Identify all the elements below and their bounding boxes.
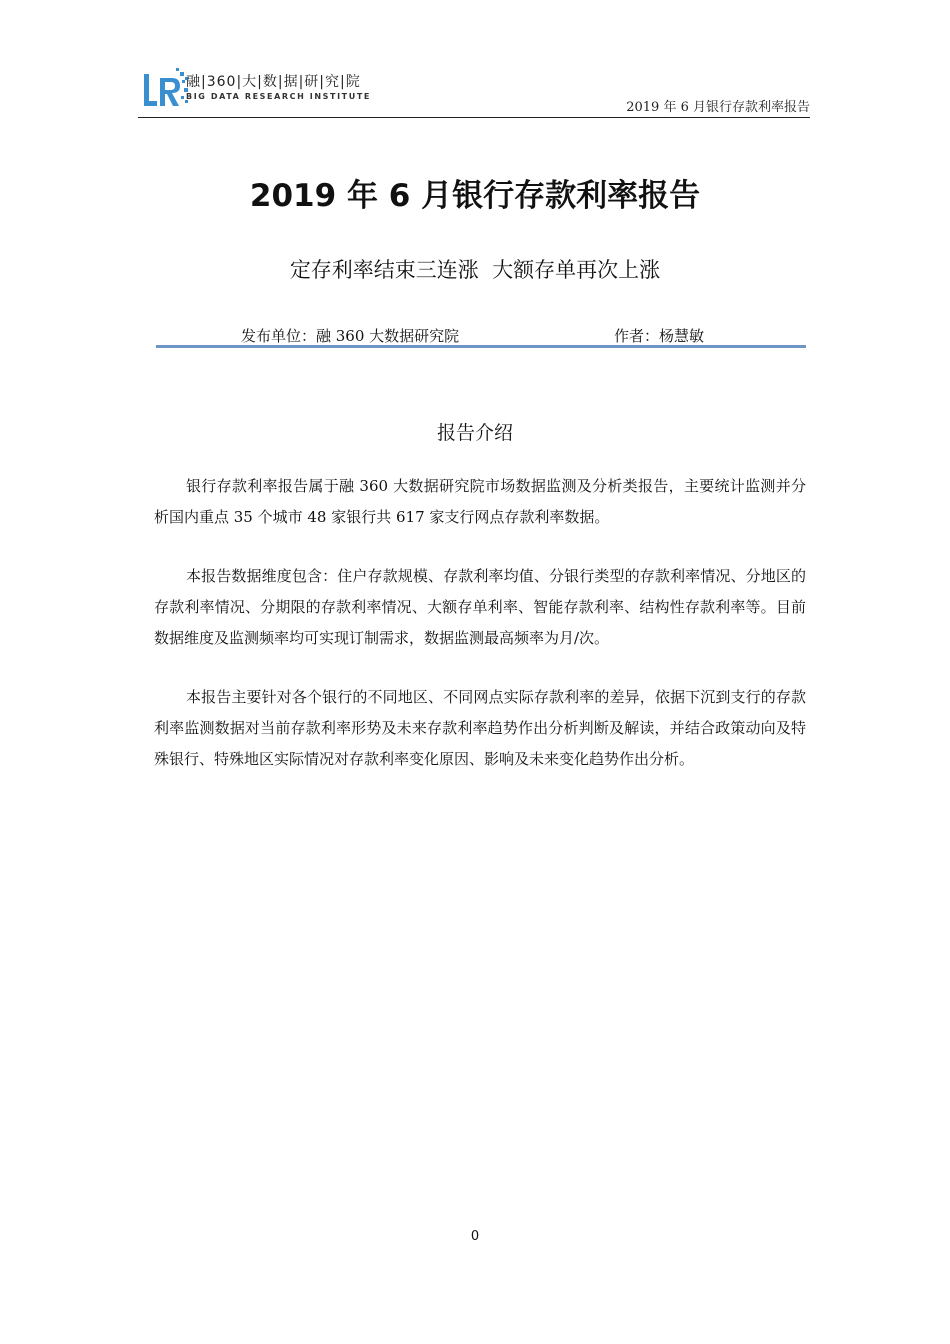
rong360-logo-icon: [142, 66, 190, 112]
header-doc-title: 2019 年 6 月银行存款利率报告: [626, 100, 810, 115]
page-header: [138, 60, 810, 118]
header-divider: [138, 117, 810, 118]
logo-english-text: BIG DATA RESEARCH INSTITUTE: [186, 92, 371, 101]
page-number: 0: [470, 1229, 480, 1244]
report-subtitle: 定存利率结束三连涨 大额存单再次上涨: [289, 258, 661, 282]
intro-paragraph-3: 本报告主要针对各个银行的不同地区、不同网点实际存款利率的差异，依据下沉到支行的存款利率监测数据对当前存款利率形势及未来存款利率趋势作出分析判断及解读，并结合政策动向及特殊银行、特殊地区实际情况对存款利率变化原因、影响及未来变化趋势作出分析。: [154, 688, 806, 768]
publisher-line: 发布单位：融 360 大数据研究院: [241, 327, 460, 345]
intro-paragraph-1: 银行存款利率报告属于融 360 大数据研究院市场数据监测及分析类报告，主要统计监测并分析国内重点 35 个城市 48 家银行共 617 家支行网点存款利率数据。: [154, 477, 806, 526]
info-divider: [156, 345, 806, 348]
intro-paragraph-2: 本报告数据维度包含：住户存款规模、存款利率均值、分银行类型的存款利率情况、分地区的存款利率情况、分期限的存款利率情况、大额存单利率、智能存款利率、结构性存款利率等。目前数据维度及监测频率均可实现订制需求，数据监测最高频率为月/次。: [154, 567, 806, 647]
logo-chinese-text: 融|360|大|数|据|研|究|院: [186, 74, 361, 90]
author-line: 作者：杨慧敏: [614, 327, 705, 345]
report-title: 2019 年 6 月银行存款利率报告: [249, 178, 701, 214]
section-heading: 报告介绍: [436, 422, 513, 444]
